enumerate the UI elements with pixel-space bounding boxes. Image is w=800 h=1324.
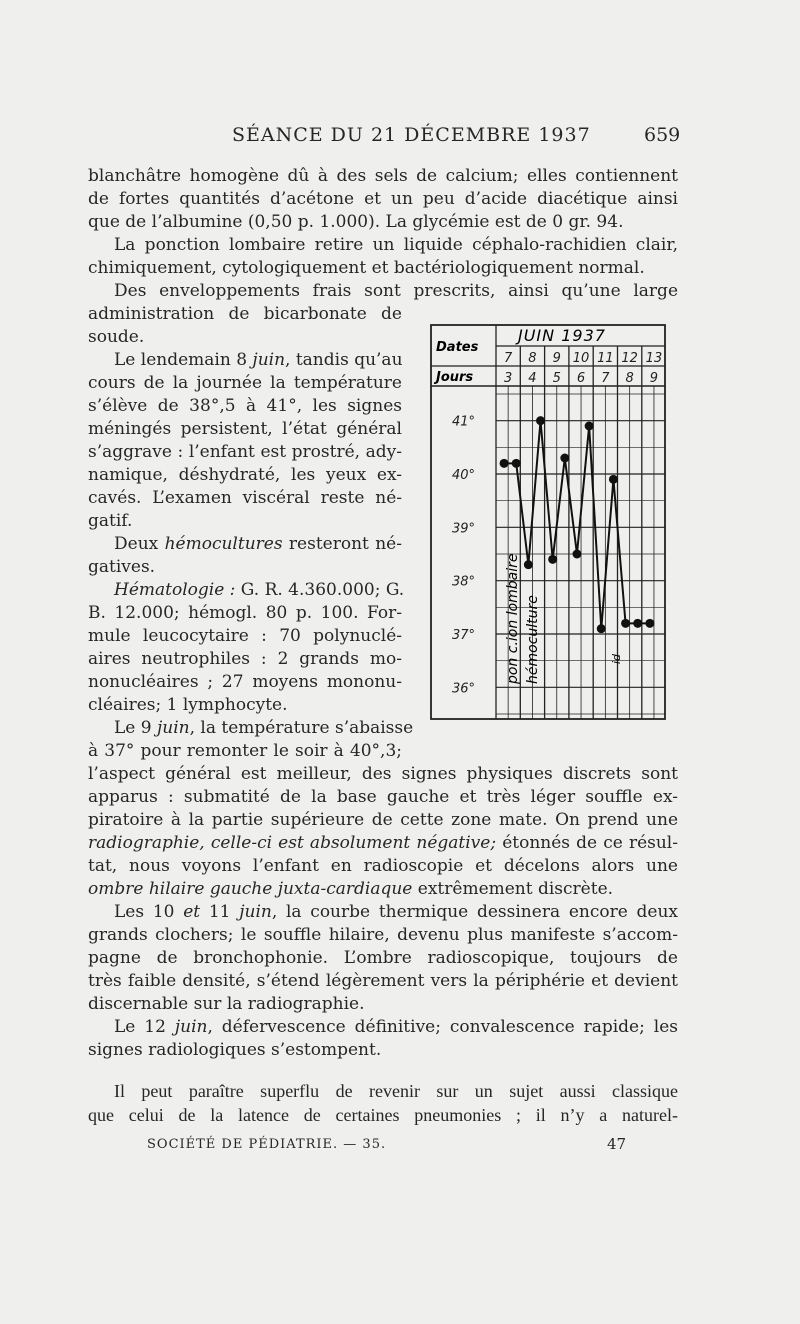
day-label: 4	[528, 371, 537, 386]
text-line: que de l’albumine (0,50 p. 1.000). La glycémie est de 0 gr. 94.	[88, 212, 624, 232]
row-label-days: Jours	[436, 370, 474, 385]
temperature-point	[597, 624, 606, 633]
text-line: très faible densité, s’étend légèrement vers la périphérie et devient	[88, 971, 678, 991]
text-line: grands clochers; le souffle hilaire, devenu plus manifeste s’accom-	[88, 925, 678, 945]
text-line: namique, déshydraté, les yeux ex-	[88, 465, 402, 485]
text-line: pagne de bronchophonie. L’ombre radioscopique, toujours de	[88, 948, 678, 968]
text-line: cléaires; 1 lymphocyte.	[88, 695, 288, 715]
text-line: mule leucocytaire : 70 polynuclé-	[88, 626, 402, 646]
text-line: l’aspect général est meilleur, des signes physiques discrets sont	[88, 764, 678, 784]
temperature-chart	[430, 324, 670, 728]
date-label: 12	[621, 351, 638, 366]
footer-folio: 47	[607, 1135, 627, 1153]
row-label-dates: Dates	[436, 340, 479, 355]
text-line: soude.	[88, 327, 145, 347]
temperature-point	[609, 475, 618, 484]
text-line: Des enveloppements frais sont prescrits, ainsi qu’une large	[114, 281, 678, 301]
date-label: 9	[552, 351, 561, 366]
text-line: tat, nous voyons l’enfant en radioscopie et décelons alors une	[88, 856, 678, 876]
text-line: cours de la journée la température	[88, 373, 402, 393]
text-line: B. 12.000; hémogl. 80 p. 100. For-	[88, 603, 402, 623]
y-tick-label: 36°	[452, 681, 476, 697]
annotation-lumbar-puncture: pon c.ion lombaire	[505, 553, 521, 684]
text-line: Il peut paraître superflu de revenir sur un sujet aussi classique	[114, 1081, 678, 1101]
temperature-point	[548, 555, 557, 564]
text-line: Le 9 juin, la température s’abaisse	[114, 718, 414, 738]
text-line: La ponction lombaire retire un liquide céphalo-rachidien clair,	[114, 235, 678, 255]
day-label: 6	[576, 371, 586, 386]
text-line: gatives.	[88, 557, 156, 577]
day-label: 5	[552, 371, 561, 386]
temperature-point	[572, 550, 581, 559]
text-line: Le lendemain 8 juin, tandis qu’au	[114, 350, 403, 370]
date-label: 10	[572, 351, 590, 366]
text-line: radiographie, celle-ci est absolument négative; étonnés de ce résul-	[88, 833, 678, 853]
text-line: Hématologie : G. R. 4.360.000; G.	[114, 580, 405, 600]
day-label: 9	[649, 371, 659, 386]
day-label: 7	[601, 371, 610, 386]
running-header: SÉANCE DU 21 DÉCEMBRE 1937	[232, 124, 591, 146]
text-line: que celui de la latence de certaines pneumonies ; il n’y a naturel-	[88, 1105, 678, 1125]
temperature-point	[536, 416, 545, 425]
y-tick-label: 37°	[452, 628, 476, 643]
annotation-blood-culture: hémoculture	[525, 595, 541, 684]
text-line: de fortes quantités d’acétone et un peu d’acide diacétique ainsi	[88, 189, 678, 209]
text-line: à 37° pour remonter le soir à 40°,3;	[88, 741, 402, 761]
temperature-point	[645, 619, 654, 628]
chart-headers	[504, 351, 662, 386]
text-line: blanchâtre homogène dû à des sels de calcium; elles contiennent	[88, 166, 678, 186]
text-line: administration de bicarbonate de	[88, 304, 402, 324]
date-label: 7	[504, 351, 513, 366]
chart-series	[500, 416, 655, 633]
day-label: 8	[625, 371, 634, 386]
text-line: ombre hilaire gauche juxta-cardiaque extrêmement discrète.	[88, 879, 614, 899]
text-line: Le 12 juin, défervescence définitive; convalescence rapide; les	[114, 1017, 678, 1037]
temperature-point	[500, 459, 509, 468]
temperature-point	[633, 619, 642, 628]
y-tick-label: 41°	[452, 414, 476, 430]
temperature-chart-svg	[430, 324, 670, 724]
text-line: Deux hémocultures resteront né-	[114, 534, 402, 554]
temperature-point	[524, 560, 533, 569]
temperature-point	[621, 619, 630, 628]
footer-society: SOCIÉTÉ DE PÉDIATRIE. — 35.	[147, 1137, 387, 1152]
day-label: 3	[504, 371, 513, 386]
annotation-blood-culture-2: id	[610, 653, 623, 664]
text-line: nonucléaires ; 27 moyens mononu-	[88, 672, 402, 692]
date-label: 11	[597, 351, 614, 366]
text-line: cavés. L’examen viscéral reste né-	[88, 488, 402, 508]
date-label: 13	[645, 351, 663, 366]
temperature-point	[560, 454, 569, 463]
text-line: aires neutrophiles : 2 grands mo-	[88, 649, 402, 669]
text-line: s’aggrave : l’enfant est prostré, ady-	[88, 442, 402, 462]
temperature-point	[585, 422, 594, 431]
text-line: gatif.	[88, 511, 133, 531]
text-line: piratoire à la partie supérieure de cette zone mate. On prend une	[88, 810, 678, 830]
temperature-point	[512, 459, 521, 468]
text-line: méningés persistent, l’état général	[88, 419, 402, 439]
chart-title: JUIN 1937	[518, 326, 606, 345]
y-tick-label: 39°	[452, 521, 476, 537]
text-line: chimiquement, cytologiquement et bactériologiquement normal.	[88, 258, 645, 278]
text-line: Les 10 et 11 juin, la courbe thermique dessinera encore deux	[114, 902, 678, 922]
text-line: apparus : submatité de la base gauche et très léger souffle ex-	[88, 787, 678, 807]
date-label: 8	[528, 351, 537, 366]
text-line: s’élève de 38°,5 à 41°, les signes	[88, 396, 402, 416]
text-line: signes radiologiques s’estompent.	[88, 1040, 382, 1060]
chart-yticks	[452, 415, 475, 697]
page-number: 659	[644, 124, 681, 146]
y-tick-label: 38°	[452, 574, 476, 590]
text-line: discernable sur la radiographie.	[88, 994, 365, 1014]
y-tick-label: 40°	[452, 468, 476, 483]
